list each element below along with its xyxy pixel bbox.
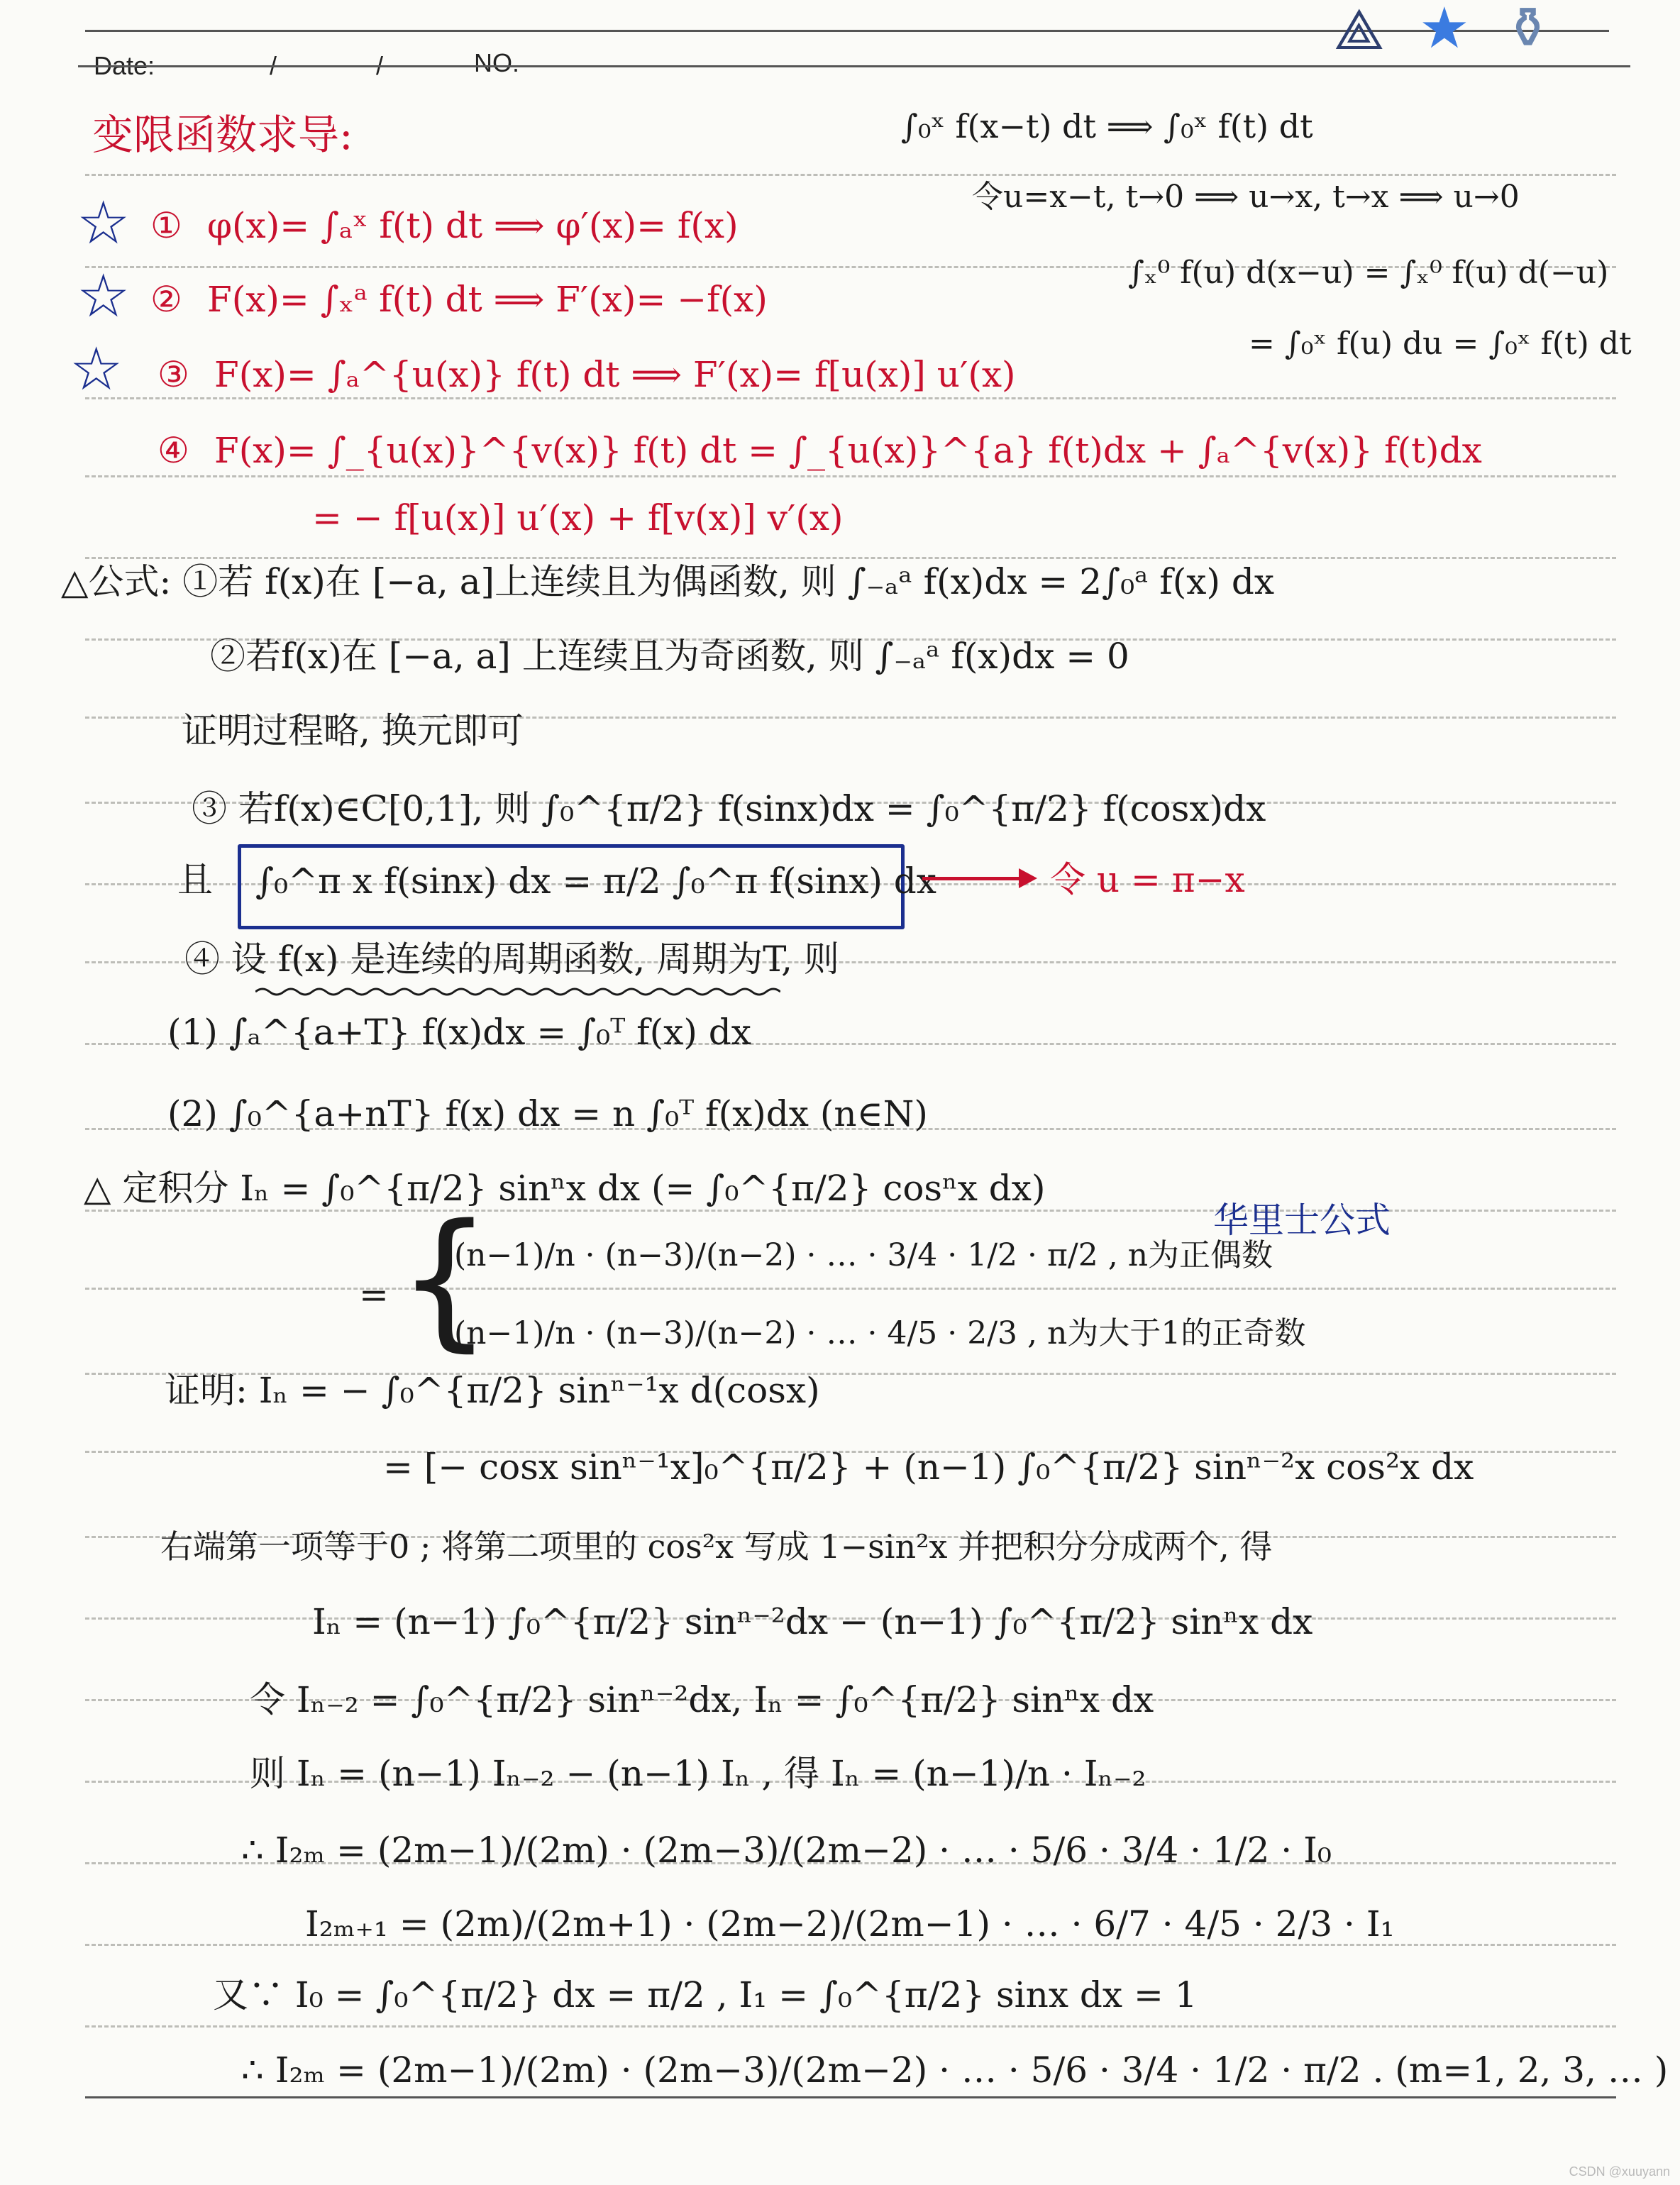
formula-item-3-number: ③ <box>158 354 189 395</box>
proof-line-3: 右端第一项等于0 ; 将第二项里的 cos²x 写成 1−sin²x 并把积分分成两个, 得 <box>160 1527 1273 1566</box>
formula-item-3: F(x)= ∫ₐ^{u(x)} f(t) dt ⟹ F′(x)= f[u(x)] u′(x) <box>214 354 1016 395</box>
formula-odd-function: ②若f(x)在 [−a, a] 上连续且为奇函数, 则 ∫₋ₐᵃ f(x)dx = 0 <box>210 636 1129 677</box>
arrow-right-icon <box>1019 868 1037 888</box>
proof-line-6: 则 Iₙ = (n−1) Iₙ₋₂ − (n−1) Iₙ , 得 Iₙ = (n−1)/n · Iₙ₋₂ <box>250 1753 1146 1794</box>
number-label: NO. <box>474 48 520 77</box>
formula-item-4-number: ④ <box>158 430 189 471</box>
date-label: Date: <box>94 51 155 80</box>
proof-line-1: 证明: Iₙ = − ∫₀^{π/2} sinⁿ⁻¹x d(cosx) <box>165 1370 820 1411</box>
arrow-line <box>922 877 1022 880</box>
side-note-line-2: 令u=x−t, t→0 ⟹ u→x, t→x ⟹ u→0 <box>972 179 1520 215</box>
header-underline <box>78 65 1630 67</box>
proof-line-7: ∴ I₂ₘ = (2m−1)/(2m) · (2m−3)/(2m−2) · … · 5/6 · 3/4 · 1/2 · I₀ <box>241 1830 1332 1871</box>
formula-even-function: △公式: ①若 f(x)在 [−a, a]上连续且为偶函数, 则 ∫₋ₐᵃ f(x)dx = 2∫₀ᵃ f(x) dx <box>61 561 1275 602</box>
formula-item-4-continued: = − f[u(x)] u′(x) + f[v(x)] v′(x) <box>312 497 844 538</box>
side-note-line-1: ∫₀ˣ f(x−t) dt ⟹ ∫₀ˣ f(t) dt <box>901 107 1313 145</box>
proof-line-5: 令 Iₙ₋₂ = ∫₀^{π/2} sinⁿ⁻²dx, Iₙ = ∫₀^{π/2} sinⁿx dx <box>250 1679 1154 1720</box>
proof-line-9: 又∵ I₀ = ∫₀^{π/2} dx = π/2 , I₁ = ∫₀^{π/2} sinx dx = 1 <box>213 1974 1198 2015</box>
boxed-formula: ∫₀^π x f(sinx) dx = π/2 ∫₀^π f(sinx) dx <box>255 861 937 902</box>
ruled-line <box>85 1288 1616 1290</box>
bottle-sticker-icon: ⚱ <box>1504 0 1552 61</box>
section-title: 变限函数求导: <box>92 111 353 159</box>
star-mark-icon: ☆ <box>77 188 131 258</box>
bottom-border-line <box>85 2096 1616 2098</box>
date-slash-1: / <box>270 51 277 80</box>
side-note-line-4: = ∫₀ˣ f(u) du = ∫₀ˣ f(t) dt <box>1249 326 1632 362</box>
ruled-line <box>85 2025 1616 2028</box>
ruled-line <box>85 397 1616 399</box>
star-sticker-icon: ★ <box>1419 0 1470 61</box>
wavy-underline <box>255 986 780 997</box>
proof-line-4: Iₙ = (n−1) ∫₀^{π/2} sinⁿ⁻²dx − (n−1) ∫₀^{π/2} sinⁿx dx <box>312 1601 1313 1642</box>
formula-item-1-number: ① <box>150 205 182 246</box>
proof-line-10: ∴ I₂ₘ = (2m−1)/(2m) · (2m−3)/(2m−2) · … · 5/6 · 3/4 · 1/2 · π/2 . (m=1, 2, 3, … ) <box>241 2050 1669 2091</box>
wallis-case-odd: (n−1)/n · (n−3)/(n−2) · … · 4/5 · 2/3 , n为大于1的正奇数 <box>454 1315 1306 1351</box>
formula-sin-cos-symmetry: ③ 若f(x)∈C[0,1], 则 ∫₀^{π/2} f(sinx)dx = ∫₀^{π/2} f(cosx)dx <box>192 788 1266 829</box>
periodic-formula-2: (2) ∫₀^{a+nT} f(x) dx = n ∫₀ᵀ f(x)dx (n∈N) <box>167 1093 928 1134</box>
substitution-note: 令 u = π−x <box>1050 859 1245 900</box>
side-note-line-3: ∫ₓ⁰ f(u) d(x−u) = ∫ₓ⁰ f(u) d(−u) <box>1128 255 1609 291</box>
proof-line-2: = [− cosx sinⁿ⁻¹x]₀^{π/2} + (n−1) ∫₀^{π/2} sinⁿ⁻²x cos²x dx <box>383 1446 1474 1488</box>
and-label: 且 <box>177 859 213 900</box>
wallis-case-even: (n−1)/n · (n−3)/(n−2) · … · 3/4 · 1/2 · π/2 , n为正偶数 <box>454 1237 1273 1273</box>
wallis-formula-label: 华里士公式 <box>1213 1200 1391 1241</box>
ruled-line <box>85 557 1616 559</box>
proof-line-8: I₂ₘ₊₁ = (2m)/(2m+1) · (2m−2)/(2m−1) · … · 6/7 · 4/5 · 2/3 · I₁ <box>305 1903 1395 1945</box>
tree-sticker-icon: ⟁ <box>1334 0 1385 62</box>
date-slash-2: / <box>376 51 384 80</box>
periodic-function-statement: ④ 设 f(x) 是连续的周期函数, 周期为T, 则 <box>184 939 839 980</box>
wallis-integral-definition: △ 定积分 Iₙ = ∫₀^{π/2} sinⁿx dx (= ∫₀^{π/2} cosⁿx dx) <box>84 1168 1046 1209</box>
formula-item-2-number: ② <box>150 279 182 320</box>
left-brace-icon: { <box>397 1192 492 1366</box>
watermark: CSDN @xuuyann <box>1569 2164 1670 2179</box>
formula-item-4: F(x)= ∫_{u(x)}^{v(x)} f(t) dt = ∫_{u(x)}^{a} f(t)dx + ∫ₐ^{v(x)} f(t)dx <box>214 430 1482 471</box>
ruled-line <box>85 475 1616 477</box>
star-mark-icon: ☆ <box>77 261 131 331</box>
formula-item-2: F(x)= ∫ₓᵃ f(t) dt ⟹ F′(x)= −f(x) <box>207 279 768 320</box>
periodic-formula-1: (1) ∫ₐ^{a+T} f(x)dx = ∫₀ᵀ f(x) dx <box>167 1012 751 1053</box>
proof-omitted-note: 证明过程略, 换元即可 <box>182 710 524 751</box>
formula-item-1: φ(x)= ∫ₐˣ f(t) dt ⟹ φ′(x)= f(x) <box>207 205 739 246</box>
case-equals-sign: = <box>359 1274 389 1315</box>
star-mark-icon: ☆ <box>70 334 123 404</box>
